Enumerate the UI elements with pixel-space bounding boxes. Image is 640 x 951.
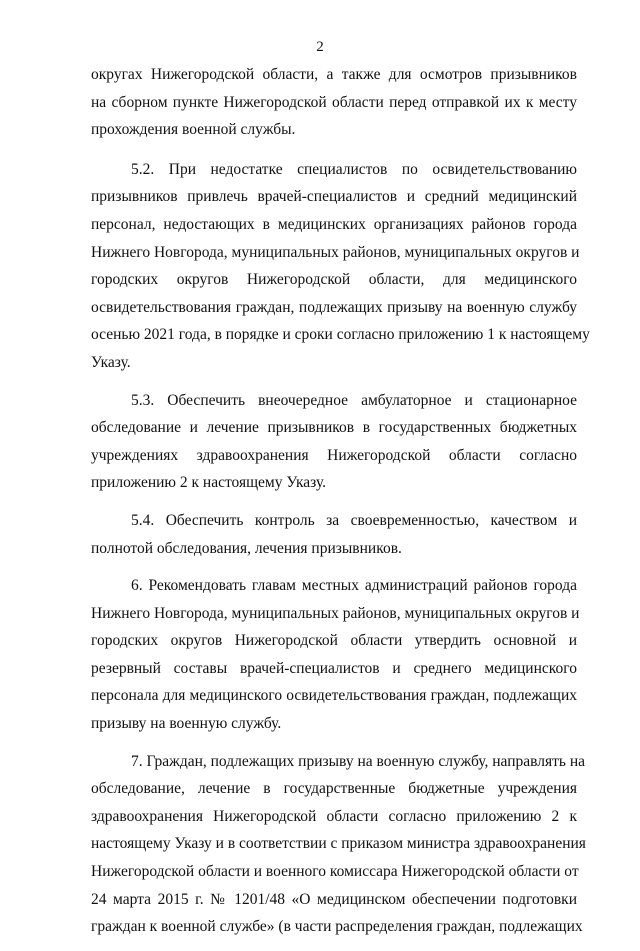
text-line: здравоохранения Нижегородской области согласно приложению 2 к xyxy=(91,807,577,825)
text-line: городских округов Нижегородской области, для медицинского xyxy=(91,271,577,289)
text-line: призывников привлечь врачей-специалистов и средний медицинский xyxy=(91,188,577,206)
text-line: 5.2. При недостатке специалистов по освидетельствованию xyxy=(131,160,577,178)
text-line: персонала для медицинского освидетельствования граждан, подлежащих xyxy=(91,687,577,705)
text-line: прохождения военной службы. xyxy=(91,121,296,139)
text-line: Нижнего Новгорода, муниципальных районов, муниципальных округов и xyxy=(91,604,580,622)
text-line: округах Нижегородской области, а также для осмотров призывников xyxy=(91,66,577,83)
text-line: освидетельствования граждан, подлежащих призыву на военную службу xyxy=(91,298,577,316)
text-line: 5.4. Обеспечить контроль за своевременностью, качеством и xyxy=(131,511,577,529)
document-body xyxy=(91,61,590,951)
text-line: городских округов Нижегородской области утвердить основной и xyxy=(91,632,577,650)
text-line: осенью 2021 года, в порядке и сроки согласно приложению 1 к настоящему xyxy=(91,326,590,344)
text-line: 6. Рекомендовать главам местных администраций районов города xyxy=(131,577,577,595)
text-line: 7. Граждан, подлежащих призыву на военную службу, направлять на xyxy=(131,752,586,770)
text-line: Нижнего Новгорода, муниципальных районов, муниципальных округов и xyxy=(91,243,580,261)
text-line: 24 марта 2015 г. № 1201/48 «О медицинском обеспечении подготовки xyxy=(91,890,577,908)
paragraph-continuation xyxy=(91,61,577,144)
text-line: на сборном пункте Нижегородской области перед отправкой их к месту xyxy=(91,93,577,111)
text-line: 5.3. Обеспечить внеочередное амбулаторное и стационарное xyxy=(131,391,577,409)
text-line: обследование и лечение призывников в государственных бюджетных xyxy=(91,419,577,437)
text-line: приложению 2 к настоящему Указу. xyxy=(91,474,327,492)
text-line: учреждениях здравоохранения Нижегородской области согласно xyxy=(91,446,577,464)
text-line: граждан к военной службе» (в части распределения граждан, подлежащих xyxy=(91,918,583,936)
paragraph-7 xyxy=(91,748,586,941)
text-line: персонал, недостающих в медицинских организациях районов города xyxy=(91,215,577,233)
paragraph-5-2 xyxy=(91,156,590,377)
paragraph-5-3 xyxy=(91,387,577,497)
text-line: настоящему Указу и в соответствии с приказом министра здравоохранения xyxy=(91,835,586,853)
text-line: резервный составы врачей-специалистов и среднего медицинского xyxy=(91,659,577,677)
text-line: обследование, лечение в государственные бюджетные учреждения xyxy=(91,780,577,798)
paragraph-5-4 xyxy=(91,507,577,562)
text-line: Указу. xyxy=(91,353,131,371)
text-line: полнотой обследования, лечения призывников. xyxy=(91,539,402,557)
text-line: призыву на военную службу. xyxy=(91,715,282,733)
paragraph-6 xyxy=(91,572,580,738)
page-number: 2 xyxy=(316,39,324,55)
text-line: Нижегородской области и военного комиссара Нижегородской области от xyxy=(91,863,579,881)
